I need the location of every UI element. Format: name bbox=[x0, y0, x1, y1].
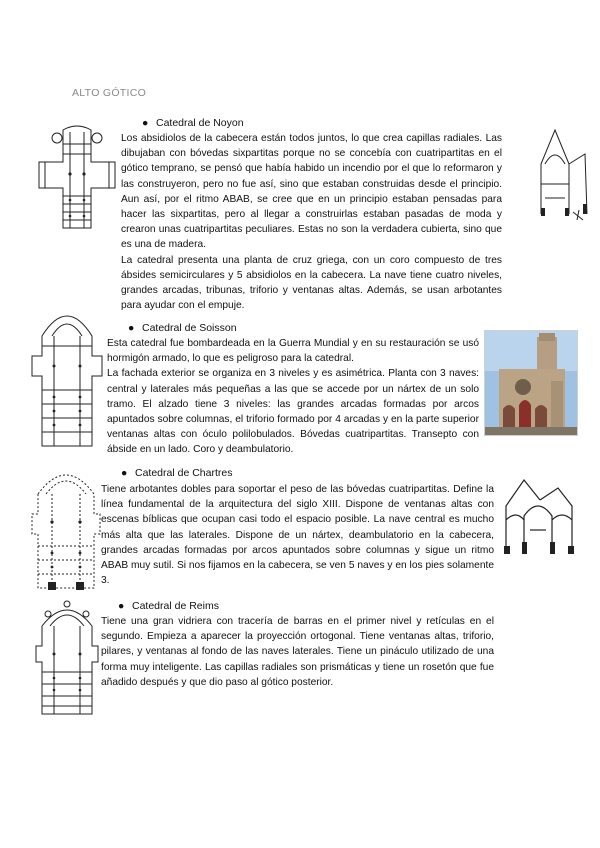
heading-soisson bbox=[128, 322, 237, 334]
bullet-icon: ● bbox=[118, 600, 125, 612]
text-chartres bbox=[101, 482, 494, 588]
page-title: ALTO GÓTICO bbox=[72, 87, 147, 99]
bullet-icon: ● bbox=[142, 117, 149, 129]
paragraph: La catedral presenta una planta de cruz griega, con un coro compuesto de tres ábsides semicirculares y 5 absidiolos en la cabecera. La nave tiene cuatro niveles, grandes arcadas, tribunas, triforio y ventanas altas. Además, se usan arbotantes para ayudar con el empuje. bbox=[121, 254, 502, 312]
heading-reims bbox=[118, 600, 219, 612]
heading-chartres bbox=[121, 467, 232, 479]
text-noyon bbox=[121, 131, 502, 313]
flying-buttress-drawing bbox=[500, 470, 578, 556]
heading-chartres-label: Catedral de Chartres bbox=[135, 467, 233, 479]
bullet-icon: ● bbox=[128, 322, 135, 334]
floor-plan-chartres bbox=[30, 460, 102, 592]
text-reims bbox=[101, 614, 494, 690]
floor-plan-reims bbox=[34, 596, 100, 718]
paragraph: La fachada exterior se organiza en 3 niveles y es asimétrica. Planta con 3 naves: central y laterales más pequeñas a las que se accede por un nártex de un solo tramo. El alzado tiene 3 niveles: las grandes arcadas formadas por arcos apuntados sobre columnas, el triforio formado por 4 arcadas y en la parte superior ventanas altas con óculo polilobulados. Bóvedas cuatripartitas. Transepto con ábside en un lado. Coro y deambulatorio. bbox=[107, 368, 479, 456]
floor-plan-noyon bbox=[35, 124, 120, 232]
heading-noyon-label: Catedral de Noyon bbox=[156, 117, 244, 129]
floor-plan-soisson bbox=[30, 300, 105, 450]
paragraph: Tiene una gran vidriera con tracería de barras en el primer nivel y retículas en el segundo. Empieza a aparecer la proyección ortogonal. Tiene ventanas altas, triforio, pilares, y ventanas al fondo de las naves laterales. Tiene un pináculo utilizado de una forma muy inteligente. Las capillas radiales son prismáticas y tiene un rosetón que fue añadido después y que dio paso al gótico posterior. bbox=[101, 616, 494, 688]
vault-section-drawing bbox=[533, 124, 591, 222]
bullet-icon: ● bbox=[121, 467, 128, 479]
heading-soisson-label: Catedral de Soisson bbox=[142, 322, 237, 334]
paragraph: Tiene arbotantes dobles para soportar el peso de las bóvedas cuatripartitas. Define la línea fundamental de la arquitectura del siglo XIII. Dispone de ventanas altas con escenas bíblicas que ocupan casi todo el espacio posible. La nave central es mucho más alta que las laterales. Dispone de un nártex, deambulatorio en la cabecera, grandes arcadas formadas por arcos apuntados sobre columnas y sigue un ritmo ABAB muy sutil. Si nos fijamos en la cabecera, se ven 5 naves y en los pies solamente 3. bbox=[101, 484, 494, 587]
heading-reims-label: Catedral de Reims bbox=[132, 600, 219, 612]
paragraph: Esta catedral fue bombardeada en la Guerra Mundial y en su restauración se usó hormigón armado, lo que es peligroso para la catedral. bbox=[107, 338, 479, 365]
soissons-facade-photo bbox=[484, 330, 578, 436]
heading-noyon bbox=[142, 117, 244, 129]
text-soisson bbox=[107, 336, 479, 458]
paragraph: Los absidiolos de la cabecera están todos juntos, lo que crea capillas radiales. Las dibujaban con bóvedas sixpartitas porque no se concebía con cuatripartitas en el gótico temprano, se pensó que había habido un incendio por el que lo reformaron y las construyeron, pero no fue así, sino que estaban construidas desde el principio. Aun así, por el ritmo ABAB, se cree que en un principio estaban pensadas para hacer las sixpartitas, pero al llegar a construirlas estaban pasadas de moda y crearon unas cuatripartitas peculiares. Estas no son la verdadera cubierta, sino que es una de madera. bbox=[121, 133, 502, 251]
